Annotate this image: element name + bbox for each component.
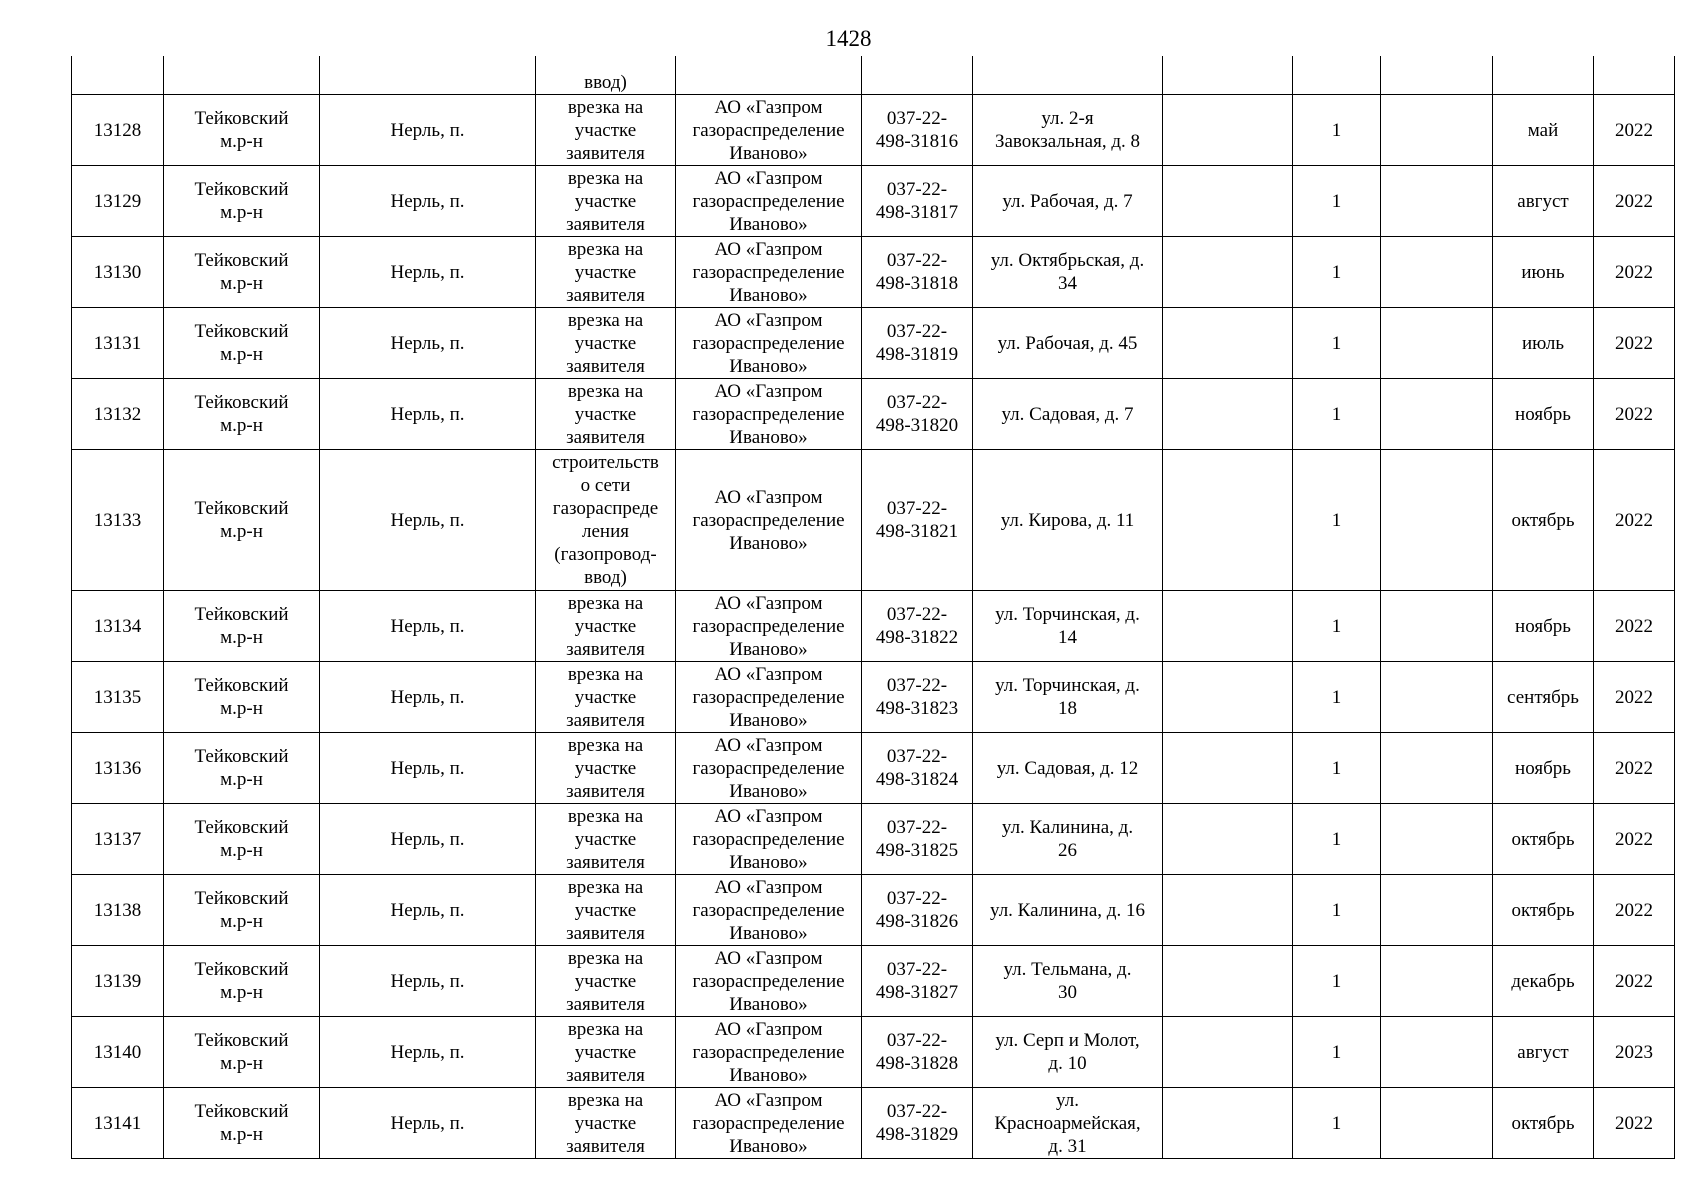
cell-empty	[1381, 804, 1493, 875]
cell-locality: Нерль, п.	[320, 1017, 536, 1088]
cell-quantity: 1	[1293, 875, 1381, 946]
cell-organization: АО «Газпром газораспределение Иваново»	[676, 1017, 862, 1088]
cell-month: октябрь	[1493, 450, 1594, 591]
table-cell	[72, 56, 164, 95]
cell-empty	[1381, 591, 1493, 662]
cell-empty	[1163, 733, 1293, 804]
cell-empty	[1381, 875, 1493, 946]
table-cell	[862, 56, 973, 95]
table-cell	[164, 56, 320, 95]
cell-month: октябрь	[1493, 875, 1594, 946]
cell-id: 13140	[72, 1017, 164, 1088]
cell-year: 2022	[1594, 733, 1675, 804]
cell-year: 2022	[1594, 804, 1675, 875]
cell-district: Тейковский м.р-н	[164, 1017, 320, 1088]
cell-work-type: врезка на участке заявителя	[536, 166, 676, 237]
gas-connection-table	[71, 56, 1675, 1159]
cell-work-type: врезка на участке заявителя	[536, 308, 676, 379]
cell-organization: АО «Газпром газораспределение Иваново»	[676, 875, 862, 946]
page-number: 1428	[825, 26, 872, 51]
cell-id: 13138	[72, 875, 164, 946]
cell-organization: АО «Газпром газораспределение Иваново»	[676, 591, 862, 662]
cell-locality: Нерль, п.	[320, 166, 536, 237]
cell-work-type: врезка на участке заявителя	[536, 379, 676, 450]
cell-empty	[1163, 1017, 1293, 1088]
cell-year: 2022	[1594, 237, 1675, 308]
table-cell	[1594, 56, 1675, 95]
cell-locality: Нерль, п.	[320, 1088, 536, 1159]
cell-locality: Нерль, п.	[320, 237, 536, 308]
cell-month: август	[1493, 1017, 1594, 1088]
table-row	[72, 662, 1675, 733]
cell-quantity: 1	[1293, 166, 1381, 237]
table-row	[72, 946, 1675, 1017]
cell-code: 037-22- 498-31825	[862, 804, 973, 875]
cell-id: 13133	[72, 450, 164, 591]
cell-address: ул. Садовая, д. 12	[973, 733, 1163, 804]
cell-district: Тейковский м.р-н	[164, 237, 320, 308]
cell-empty	[1381, 1088, 1493, 1159]
cell-address: ул. Торчинская, д. 14	[973, 591, 1163, 662]
cell-quantity: 1	[1293, 804, 1381, 875]
table-cell: ввод)	[536, 56, 676, 95]
table-row	[72, 237, 1675, 308]
cell-empty	[1381, 662, 1493, 733]
cell-work-type: врезка на участке заявителя	[536, 804, 676, 875]
cell-address: ул. Калинина, д. 26	[973, 804, 1163, 875]
cell-month: май	[1493, 95, 1594, 166]
cell-district: Тейковский м.р-н	[164, 95, 320, 166]
cell-district: Тейковский м.р-н	[164, 733, 320, 804]
table-cell	[1163, 56, 1293, 95]
cell-code: 037-22- 498-31823	[862, 662, 973, 733]
table-cell	[1493, 56, 1594, 95]
table-row	[72, 1017, 1675, 1088]
cell-year: 2023	[1594, 1017, 1675, 1088]
cell-organization: АО «Газпром газораспределение Иваново»	[676, 946, 862, 1017]
table-cell	[1381, 56, 1493, 95]
cell-quantity: 1	[1293, 450, 1381, 591]
cell-empty	[1381, 450, 1493, 591]
cell-code: 037-22- 498-31816	[862, 95, 973, 166]
cell-address: ул. Кирова, д. 11	[973, 450, 1163, 591]
cell-year: 2022	[1594, 662, 1675, 733]
cell-locality: Нерль, п.	[320, 591, 536, 662]
cell-address: ул. Рабочая, д. 7	[973, 166, 1163, 237]
cell-id: 13139	[72, 946, 164, 1017]
cell-work-type: врезка на участке заявителя	[536, 733, 676, 804]
table-cell	[320, 56, 536, 95]
cell-work-type: строительств о сети газораспреде ления (газопровод- ввод)	[536, 450, 676, 591]
cell-empty	[1163, 379, 1293, 450]
cell-year: 2022	[1594, 95, 1675, 166]
table-row	[72, 379, 1675, 450]
cell-work-type: врезка на участке заявителя	[536, 1088, 676, 1159]
cell-organization: АО «Газпром газораспределение Иваново»	[676, 804, 862, 875]
cell-code: 037-22- 498-31819	[862, 308, 973, 379]
table-row	[72, 804, 1675, 875]
cell-work-type: врезка на участке заявителя	[536, 1017, 676, 1088]
cell-empty	[1381, 946, 1493, 1017]
cell-month: июнь	[1493, 237, 1594, 308]
cell-locality: Нерль, п.	[320, 308, 536, 379]
cell-address: ул. 2-я Завокзальная, д. 8	[973, 95, 1163, 166]
cell-empty	[1381, 308, 1493, 379]
table-cell	[1293, 56, 1381, 95]
cell-organization: АО «Газпром газораспределение Иваново»	[676, 1088, 862, 1159]
table-row	[72, 733, 1675, 804]
cell-district: Тейковский м.р-н	[164, 1088, 320, 1159]
cell-quantity: 1	[1293, 308, 1381, 379]
cell-district: Тейковский м.р-н	[164, 662, 320, 733]
cell-empty	[1163, 662, 1293, 733]
cell-code: 037-22- 498-31829	[862, 1088, 973, 1159]
cell-quantity: 1	[1293, 662, 1381, 733]
cell-empty	[1163, 1088, 1293, 1159]
cell-id: 13136	[72, 733, 164, 804]
cell-locality: Нерль, п.	[320, 804, 536, 875]
cell-locality: Нерль, п.	[320, 95, 536, 166]
cell-month: октябрь	[1493, 1088, 1594, 1159]
cell-id: 13129	[72, 166, 164, 237]
cell-organization: АО «Газпром газораспределение Иваново»	[676, 308, 862, 379]
cell-district: Тейковский м.р-н	[164, 379, 320, 450]
table-cell	[676, 56, 862, 95]
cell-address: ул. Красноармейская, д. 31	[973, 1088, 1163, 1159]
cell-locality: Нерль, п.	[320, 379, 536, 450]
cell-organization: АО «Газпром газораспределение Иваново»	[676, 95, 862, 166]
continuation-row	[72, 56, 1675, 95]
cell-organization: АО «Газпром газораспределение Иваново»	[676, 450, 862, 591]
cell-locality: Нерль, п.	[320, 875, 536, 946]
cell-code: 037-22- 498-31828	[862, 1017, 973, 1088]
cell-year: 2022	[1594, 308, 1675, 379]
cell-work-type: врезка на участке заявителя	[536, 237, 676, 308]
cell-id: 13134	[72, 591, 164, 662]
table-row	[72, 450, 1675, 591]
cell-district: Тейковский м.р-н	[164, 875, 320, 946]
cell-code: 037-22- 498-31824	[862, 733, 973, 804]
cell-empty	[1163, 95, 1293, 166]
cell-quantity: 1	[1293, 1017, 1381, 1088]
cell-month: август	[1493, 166, 1594, 237]
cell-quantity: 1	[1293, 733, 1381, 804]
cell-empty	[1163, 875, 1293, 946]
cell-id: 13130	[72, 237, 164, 308]
cell-id: 13135	[72, 662, 164, 733]
cell-district: Тейковский м.р-н	[164, 166, 320, 237]
cell-empty	[1381, 1017, 1493, 1088]
cell-empty	[1163, 591, 1293, 662]
cell-address: ул. Октябрьская, д. 34	[973, 237, 1163, 308]
cell-month: ноябрь	[1493, 591, 1594, 662]
cell-code: 037-22- 498-31822	[862, 591, 973, 662]
cell-address: ул. Садовая, д. 7	[973, 379, 1163, 450]
table-row	[72, 166, 1675, 237]
cell-district: Тейковский м.р-н	[164, 308, 320, 379]
cell-empty	[1381, 237, 1493, 308]
cell-district: Тейковский м.р-н	[164, 450, 320, 591]
cell-code: 037-22- 498-31818	[862, 237, 973, 308]
cell-organization: АО «Газпром газораспределение Иваново»	[676, 379, 862, 450]
cell-empty	[1163, 450, 1293, 591]
cell-quantity: 1	[1293, 237, 1381, 308]
cell-district: Тейковский м.р-н	[164, 591, 320, 662]
cell-quantity: 1	[1293, 1088, 1381, 1159]
cell-code: 037-22- 498-31817	[862, 166, 973, 237]
cell-month: декабрь	[1493, 946, 1594, 1017]
cell-district: Тейковский м.р-н	[164, 804, 320, 875]
cell-locality: Нерль, п.	[320, 946, 536, 1017]
table-row	[72, 875, 1675, 946]
cell-empty	[1163, 308, 1293, 379]
cell-month: июль	[1493, 308, 1594, 379]
cell-month: ноябрь	[1493, 379, 1594, 450]
cell-id: 13141	[72, 1088, 164, 1159]
cell-work-type: врезка на участке заявителя	[536, 946, 676, 1017]
cell-id: 13131	[72, 308, 164, 379]
cell-year: 2022	[1594, 450, 1675, 591]
cell-year: 2022	[1594, 1088, 1675, 1159]
cell-organization: АО «Газпром газораспределение Иваново»	[676, 662, 862, 733]
cell-work-type: врезка на участке заявителя	[536, 95, 676, 166]
cell-organization: АО «Газпром газораспределение Иваново»	[676, 166, 862, 237]
cell-empty	[1163, 166, 1293, 237]
cell-empty	[1381, 733, 1493, 804]
table-row	[72, 1088, 1675, 1159]
cell-address: ул. Торчинская, д. 18	[973, 662, 1163, 733]
cell-empty	[1163, 804, 1293, 875]
cell-quantity: 1	[1293, 591, 1381, 662]
cell-quantity: 1	[1293, 379, 1381, 450]
cell-year: 2022	[1594, 166, 1675, 237]
cell-work-type: врезка на участке заявителя	[536, 662, 676, 733]
cell-code: 037-22- 498-31826	[862, 875, 973, 946]
cell-month: октябрь	[1493, 804, 1594, 875]
cell-address: ул. Тельмана, д. 30	[973, 946, 1163, 1017]
cell-month: сентябрь	[1493, 662, 1594, 733]
cell-id: 13137	[72, 804, 164, 875]
cell-empty	[1163, 946, 1293, 1017]
cell-year: 2022	[1594, 875, 1675, 946]
cell-id: 13128	[72, 95, 164, 166]
cell-code: 037-22- 498-31821	[862, 450, 973, 591]
cell-organization: АО «Газпром газораспределение Иваново»	[676, 733, 862, 804]
cell-quantity: 1	[1293, 946, 1381, 1017]
cell-address: ул. Калинина, д. 16	[973, 875, 1163, 946]
cell-work-type: врезка на участке заявителя	[536, 875, 676, 946]
table-cell	[973, 56, 1163, 95]
table-row	[72, 308, 1675, 379]
cell-locality: Нерль, п.	[320, 733, 536, 804]
cell-district: Тейковский м.р-н	[164, 946, 320, 1017]
cell-work-type: врезка на участке заявителя	[536, 591, 676, 662]
cell-empty	[1381, 95, 1493, 166]
cell-year: 2022	[1594, 591, 1675, 662]
cell-empty	[1163, 237, 1293, 308]
table-row	[72, 95, 1675, 166]
cell-empty	[1381, 166, 1493, 237]
cell-id: 13132	[72, 379, 164, 450]
cell-month: ноябрь	[1493, 733, 1594, 804]
table-row	[72, 591, 1675, 662]
cell-locality: Нерль, п.	[320, 662, 536, 733]
cell-address: ул. Рабочая, д. 45	[973, 308, 1163, 379]
cell-code: 037-22- 498-31827	[862, 946, 973, 1017]
cell-organization: АО «Газпром газораспределение Иваново»	[676, 237, 862, 308]
cell-locality: Нерль, п.	[320, 450, 536, 591]
cell-address: ул. Серп и Молот, д. 10	[973, 1017, 1163, 1088]
cell-quantity: 1	[1293, 95, 1381, 166]
cell-empty	[1381, 379, 1493, 450]
cell-code: 037-22- 498-31820	[862, 379, 973, 450]
cell-year: 2022	[1594, 379, 1675, 450]
cell-year: 2022	[1594, 946, 1675, 1017]
